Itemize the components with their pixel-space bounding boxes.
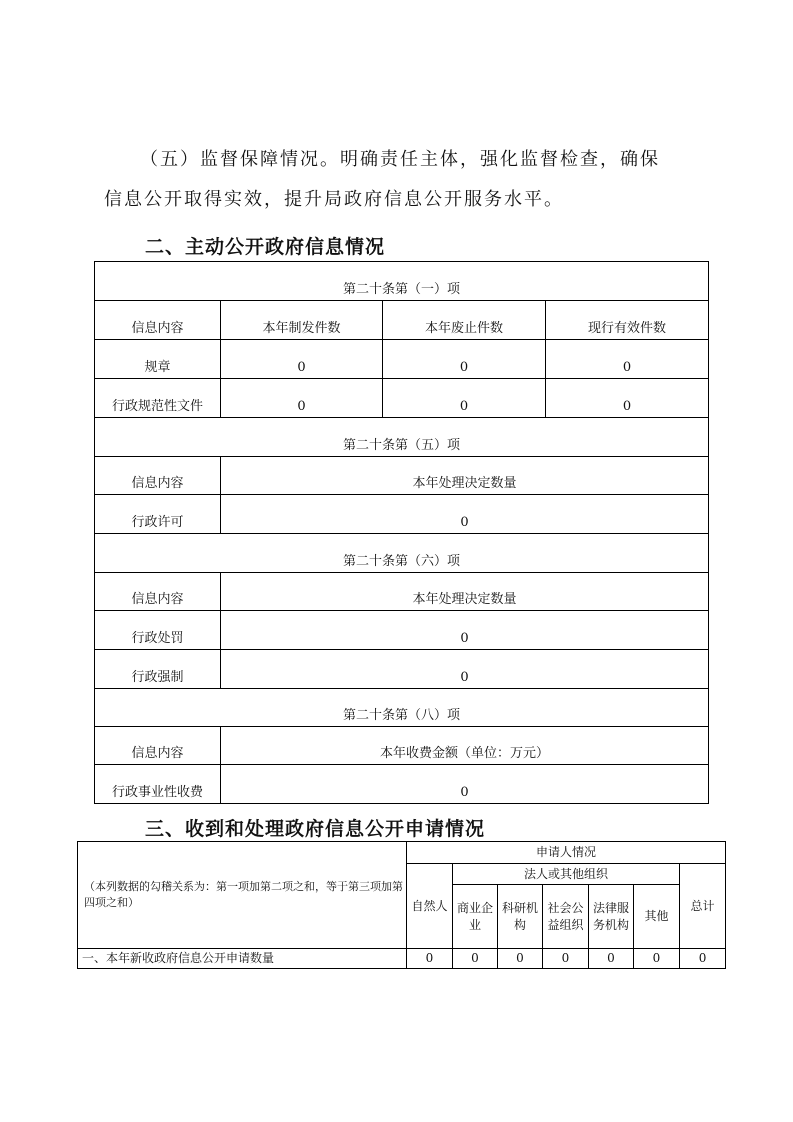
block1-col-content: 信息内容 <box>95 301 221 340</box>
reconciliation-note: （本列数据的勾稽关系为：第一项加第二项之和，等于第三项加第四项之和） <box>78 842 407 949</box>
intro-line-1: （五）监督保障情况。明确责任主体，强化监督检查，确保 <box>140 149 660 170</box>
block6-col-decisions: 本年处理决定数量 <box>221 573 709 611</box>
cell-value: 0 <box>221 650 709 689</box>
col-public-welfare: 社会公益组织 <box>543 885 589 949</box>
cell-value: 0 <box>221 379 383 418</box>
table-row <box>95 765 709 804</box>
table-row <box>95 379 709 418</box>
proactive-disclosure-table <box>94 261 709 804</box>
block8-col-content: 信息内容 <box>95 727 221 765</box>
table-row <box>95 650 709 689</box>
col-research: 科研机构 <box>498 885 543 949</box>
col-legal-service: 法律服务机构 <box>589 885 634 949</box>
cell-value: 0 <box>498 949 543 969</box>
cell-value: 0 <box>221 765 709 804</box>
col-total: 总计 <box>680 864 726 949</box>
row-label: 行政事业性收费 <box>95 765 221 804</box>
block1-col-repealed: 本年废止件数 <box>383 301 546 340</box>
cell-value: 0 <box>383 340 546 379</box>
row-label: 行政强制 <box>95 650 221 689</box>
cell-value: 0 <box>546 340 709 379</box>
row-label: 行政许可 <box>95 495 221 534</box>
row-label: 行政规范性文件 <box>95 379 221 418</box>
application-table <box>77 841 726 969</box>
cell-value: 0 <box>453 949 498 969</box>
block6-col-content: 信息内容 <box>95 573 221 611</box>
row-label: 行政处罚 <box>95 611 221 650</box>
cell-value: 0 <box>407 949 453 969</box>
block5-col-content: 信息内容 <box>95 457 221 495</box>
applicant-header: 申请人情况 <box>407 842 726 864</box>
table-row <box>95 495 709 534</box>
cell-value: 0 <box>680 949 726 969</box>
intro-paragraph <box>104 140 704 220</box>
block1-col-issued: 本年制发件数 <box>221 301 383 340</box>
org-header: 法人或其他组织 <box>453 864 680 885</box>
table-row <box>95 340 709 379</box>
col-natural-person: 自然人 <box>407 864 453 949</box>
block6-heading: 第二十条第（六）项 <box>95 534 709 573</box>
cell-value: 0 <box>634 949 680 969</box>
row-label: 一、本年新收政府信息公开申请数量 <box>78 949 407 969</box>
table-row <box>95 611 709 650</box>
section-2-title: 二、主动公开政府信息情况 <box>145 236 386 258</box>
cell-value: 0 <box>589 949 634 969</box>
cell-value: 0 <box>383 379 546 418</box>
intro-line-2: 信息公开取得实效，提升局政府信息公开服务水平。 <box>104 189 564 210</box>
block8-col-fees: 本年收费金额（单位：万元） <box>221 727 709 765</box>
block5-heading: 第二十条第（五）项 <box>95 418 709 457</box>
block1-col-effective: 现行有效件数 <box>546 301 709 340</box>
row-label: 规章 <box>95 340 221 379</box>
cell-value: 0 <box>221 340 383 379</box>
block5-col-decisions: 本年处理决定数量 <box>221 457 709 495</box>
block8-heading: 第二十条第（八）项 <box>95 689 709 727</box>
table-row <box>78 949 726 969</box>
cell-value: 0 <box>543 949 589 969</box>
cell-value: 0 <box>221 495 709 534</box>
cell-value: 0 <box>221 611 709 650</box>
block1-heading: 第二十条第（一）项 <box>95 262 709 301</box>
col-business: 商业企业 <box>453 885 498 949</box>
col-other: 其他 <box>634 885 680 949</box>
cell-value: 0 <box>546 379 709 418</box>
section-3-title: 三、收到和处理政府信息公开申请情况 <box>145 818 486 840</box>
